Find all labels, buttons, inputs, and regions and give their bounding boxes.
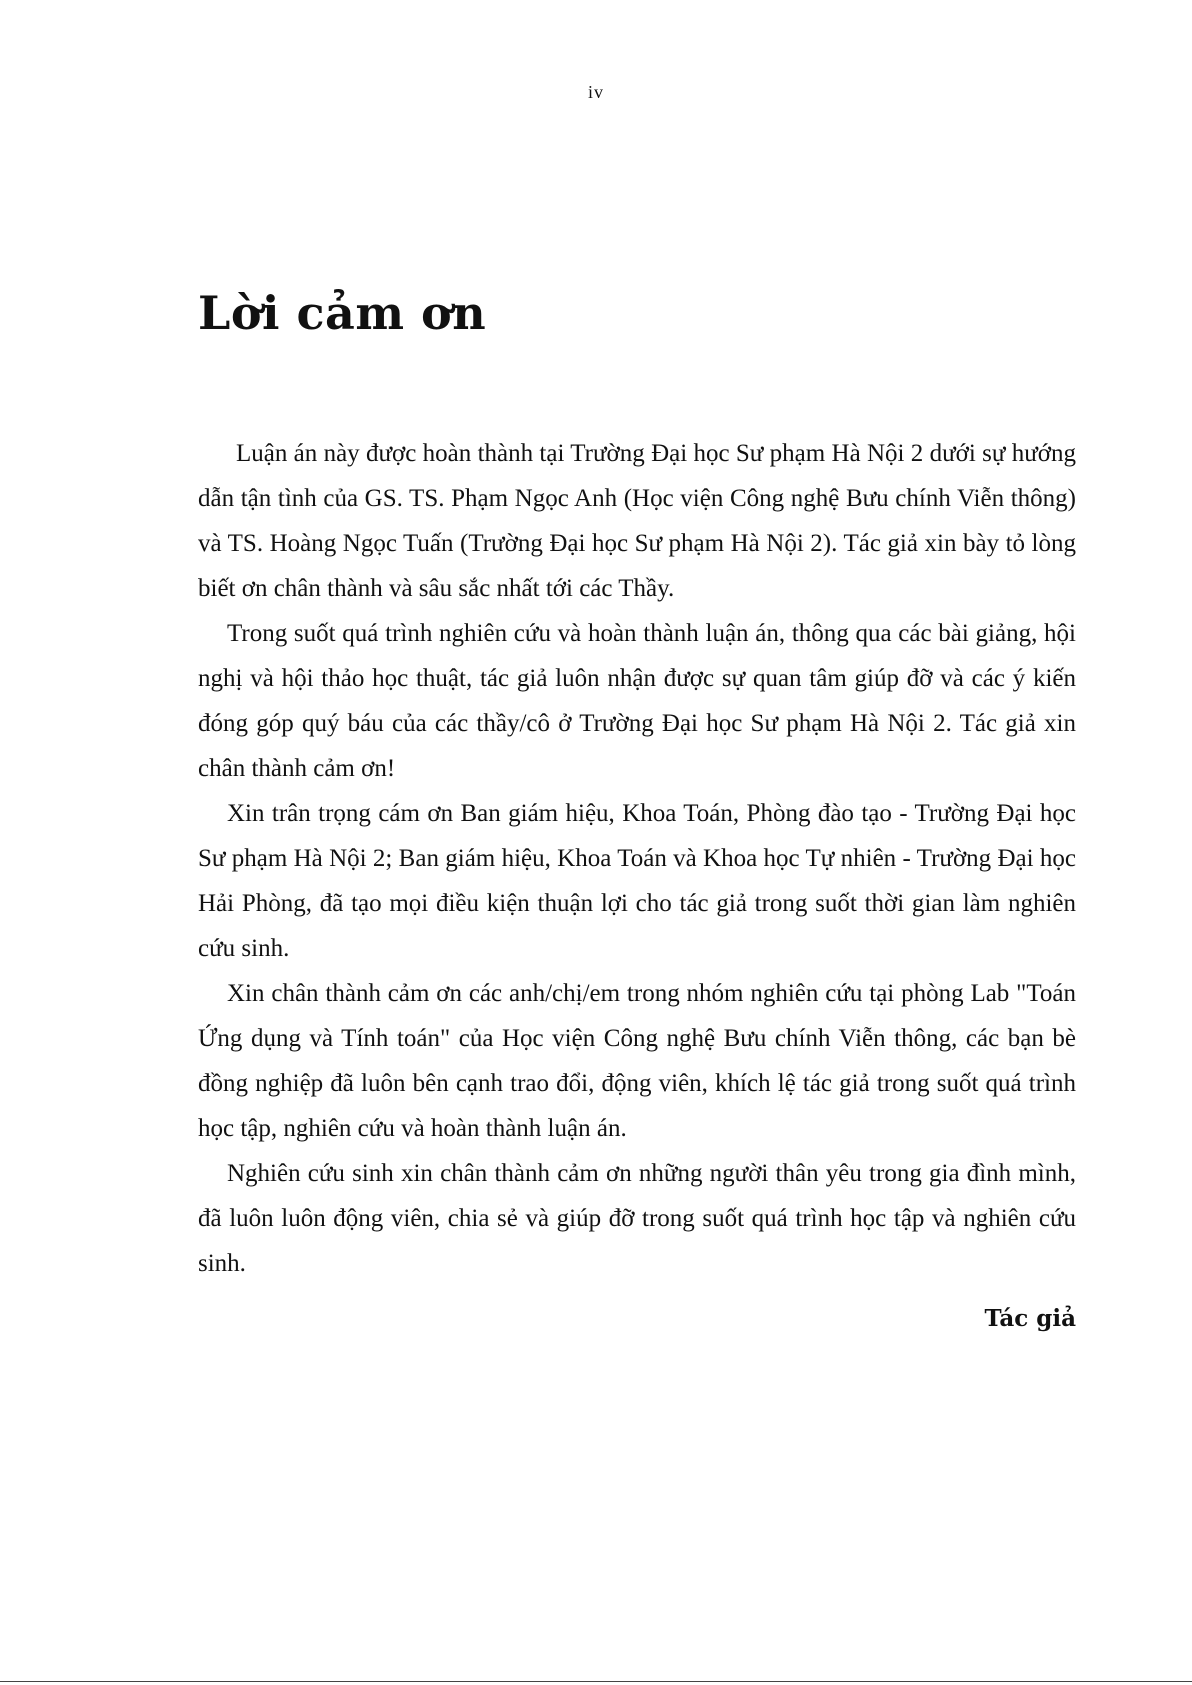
paragraph: Xin chân thành cảm ơn các anh/chị/em trong nhóm nghiên cứu tại phòng Lab "Toán Ứng dụng và Tính toán" của Học viện Công nghệ Bưu chính Viễn thông, các bạn bè đồng nghiệp đã luôn bên cạnh trao đổi, động viên, khích lệ tác giả trong suốt quá trình học tập, nghiên cứu và hoàn thành luận án. [198,980,1076,1142]
chapter-title: Lời cảm ơn [198,286,487,340]
paragraph: Luận án này được hoàn thành tại Trường Đại học Sư phạm Hà Nội 2 dưới sự hướng dẫn tận tình của GS. TS. Phạm Ngọc Anh (Học viện Công nghệ Bưu chính Viễn thông) và TS. Hoàng Ngọc Tuấn (Trường Đại học Sư phạm Hà Nội 2). Tác giả xin bày tỏ lòng biết ơn chân thành và sâu sắc nhất tới các Thầy. [198,440,1076,602]
page-bottom-rule [0,1681,1192,1682]
paragraph: Nghiên cứu sinh xin chân thành cảm ơn những người thân yêu trong gia đình mình, đã luôn luôn động viên, chia sẻ và giúp đỡ trong suốt quá trình học tập và nghiên cứu sinh. [198,1160,1076,1277]
paragraph: Trong suốt quá trình nghiên cứu và hoàn thành luận án, thông qua các bài giảng, hội nghị và hội thảo học thuật, tác giả luôn nhận được sự quan tâm giúp đỡ và các ý kiến đóng góp quý báu của các thầy/cô ở Trường Đại học Sư phạm Hà Nội 2. Tác giả xin chân thành cảm ơn! [198,620,1076,782]
author-signature: Tác giả [984,1305,1076,1332]
acknowledgement-body [198,431,1076,1341]
page-number: iv [587,82,604,102]
paragraph: Xin trân trọng cám ơn Ban giám hiệu, Khoa Toán, Phòng đào tạo - Trường Đại học Sư phạm Hà Nội 2; Ban giám hiệu, Khoa Toán và Khoa học Tự nhiên - Trường Đại học Hải Phòng, đã tạo mọi điều kiện thuận lợi cho tác giả trong suốt thời gian làm nghiên cứu sinh. [198,800,1076,962]
